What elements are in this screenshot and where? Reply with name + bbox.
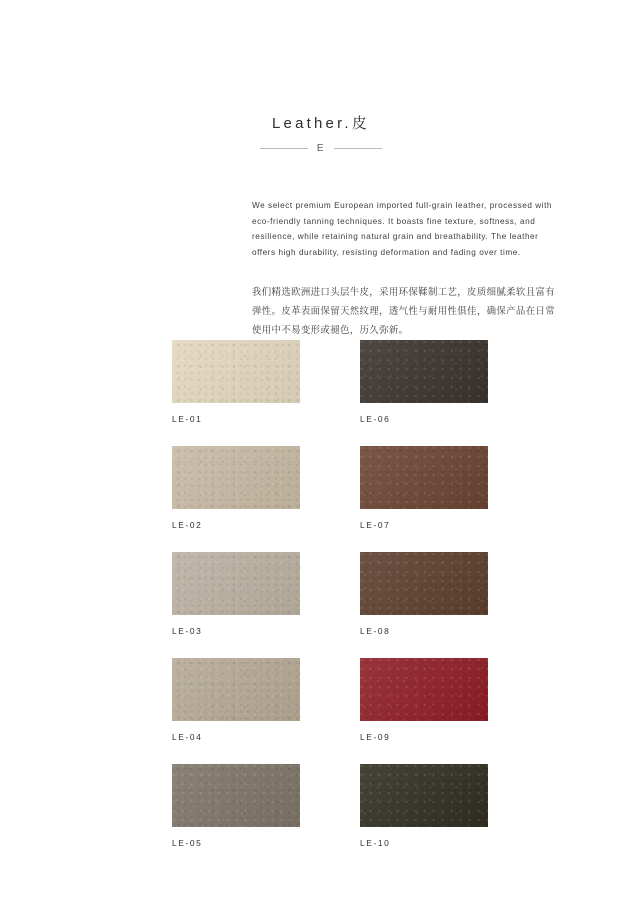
swatch-sheen-overlay — [360, 446, 488, 509]
swatch-color[interactable] — [172, 764, 300, 827]
swatch-code: LE-04 — [172, 732, 203, 742]
swatch-sheen-overlay — [172, 658, 300, 721]
swatch-item[interactable] — [360, 446, 488, 530]
swatch-code: LE-10 — [360, 838, 391, 848]
swatch-item[interactable] — [172, 764, 300, 848]
divider-line-right — [334, 148, 382, 149]
swatch-item[interactable] — [360, 552, 488, 636]
page-title: Leather.皮 — [271, 115, 370, 132]
swatch-color[interactable] — [172, 446, 300, 509]
swatch-code: LE-03 — [172, 626, 203, 636]
swatch-color[interactable] — [360, 340, 488, 403]
swatch-color[interactable] — [360, 446, 488, 509]
swatch-item[interactable] — [360, 658, 488, 742]
swatch-grid — [172, 340, 488, 870]
swatch-item[interactable] — [172, 446, 300, 530]
swatch-sheen-overlay — [172, 340, 300, 403]
swatch-code: LE-09 — [360, 732, 391, 742]
swatch-color[interactable] — [360, 658, 488, 721]
swatch-item[interactable] — [360, 764, 488, 848]
page-header — [0, 0, 642, 154]
swatch-code: LE-01 — [172, 414, 203, 424]
description-chinese: 我们精选欧洲进口头层牛皮，采用环保鞣制工艺，皮质细腻柔软且富有弹性。皮革表面保留天然纹理，透气性与耐用性俱佳，确保产品在日常使用中不易变形或褪色，历久弥新。 — [252, 286, 556, 335]
swatch-color[interactable] — [172, 658, 300, 721]
title-divider — [0, 143, 642, 154]
swatch-item[interactable] — [172, 340, 300, 424]
swatch-color[interactable] — [360, 552, 488, 615]
swatch-sheen-overlay — [172, 552, 300, 615]
swatch-sheen-overlay — [172, 764, 300, 827]
swatch-sheen-overlay — [360, 340, 488, 403]
swatch-color[interactable] — [172, 552, 300, 615]
swatch-item[interactable] — [360, 340, 488, 424]
section-letter: E — [316, 143, 326, 154]
swatch-sheen-overlay — [360, 658, 488, 721]
swatch-sheen-overlay — [172, 446, 300, 509]
swatch-item[interactable] — [172, 552, 300, 636]
swatch-code: LE-07 — [360, 520, 391, 530]
swatch-code: LE-08 — [360, 626, 391, 636]
swatch-sheen-overlay — [360, 552, 488, 615]
swatch-code: LE-02 — [172, 520, 203, 530]
divider-line-left — [260, 148, 308, 149]
description-block — [80, 198, 562, 339]
swatch-color[interactable] — [172, 340, 300, 403]
swatch-item[interactable] — [172, 658, 300, 742]
swatch-code: LE-06 — [360, 414, 391, 424]
description-english: We select premium European imported full-grain leather, processed with eco-friendly tanning techniques. It boasts fine texture, softness, and resilience, while retaining natural grain and breathability. The leather offers high durability, resisting deformation and fading over time. — [252, 201, 553, 257]
swatch-sheen-overlay — [360, 764, 488, 827]
swatch-code: LE-05 — [172, 838, 203, 848]
swatch-color[interactable] — [360, 764, 488, 827]
